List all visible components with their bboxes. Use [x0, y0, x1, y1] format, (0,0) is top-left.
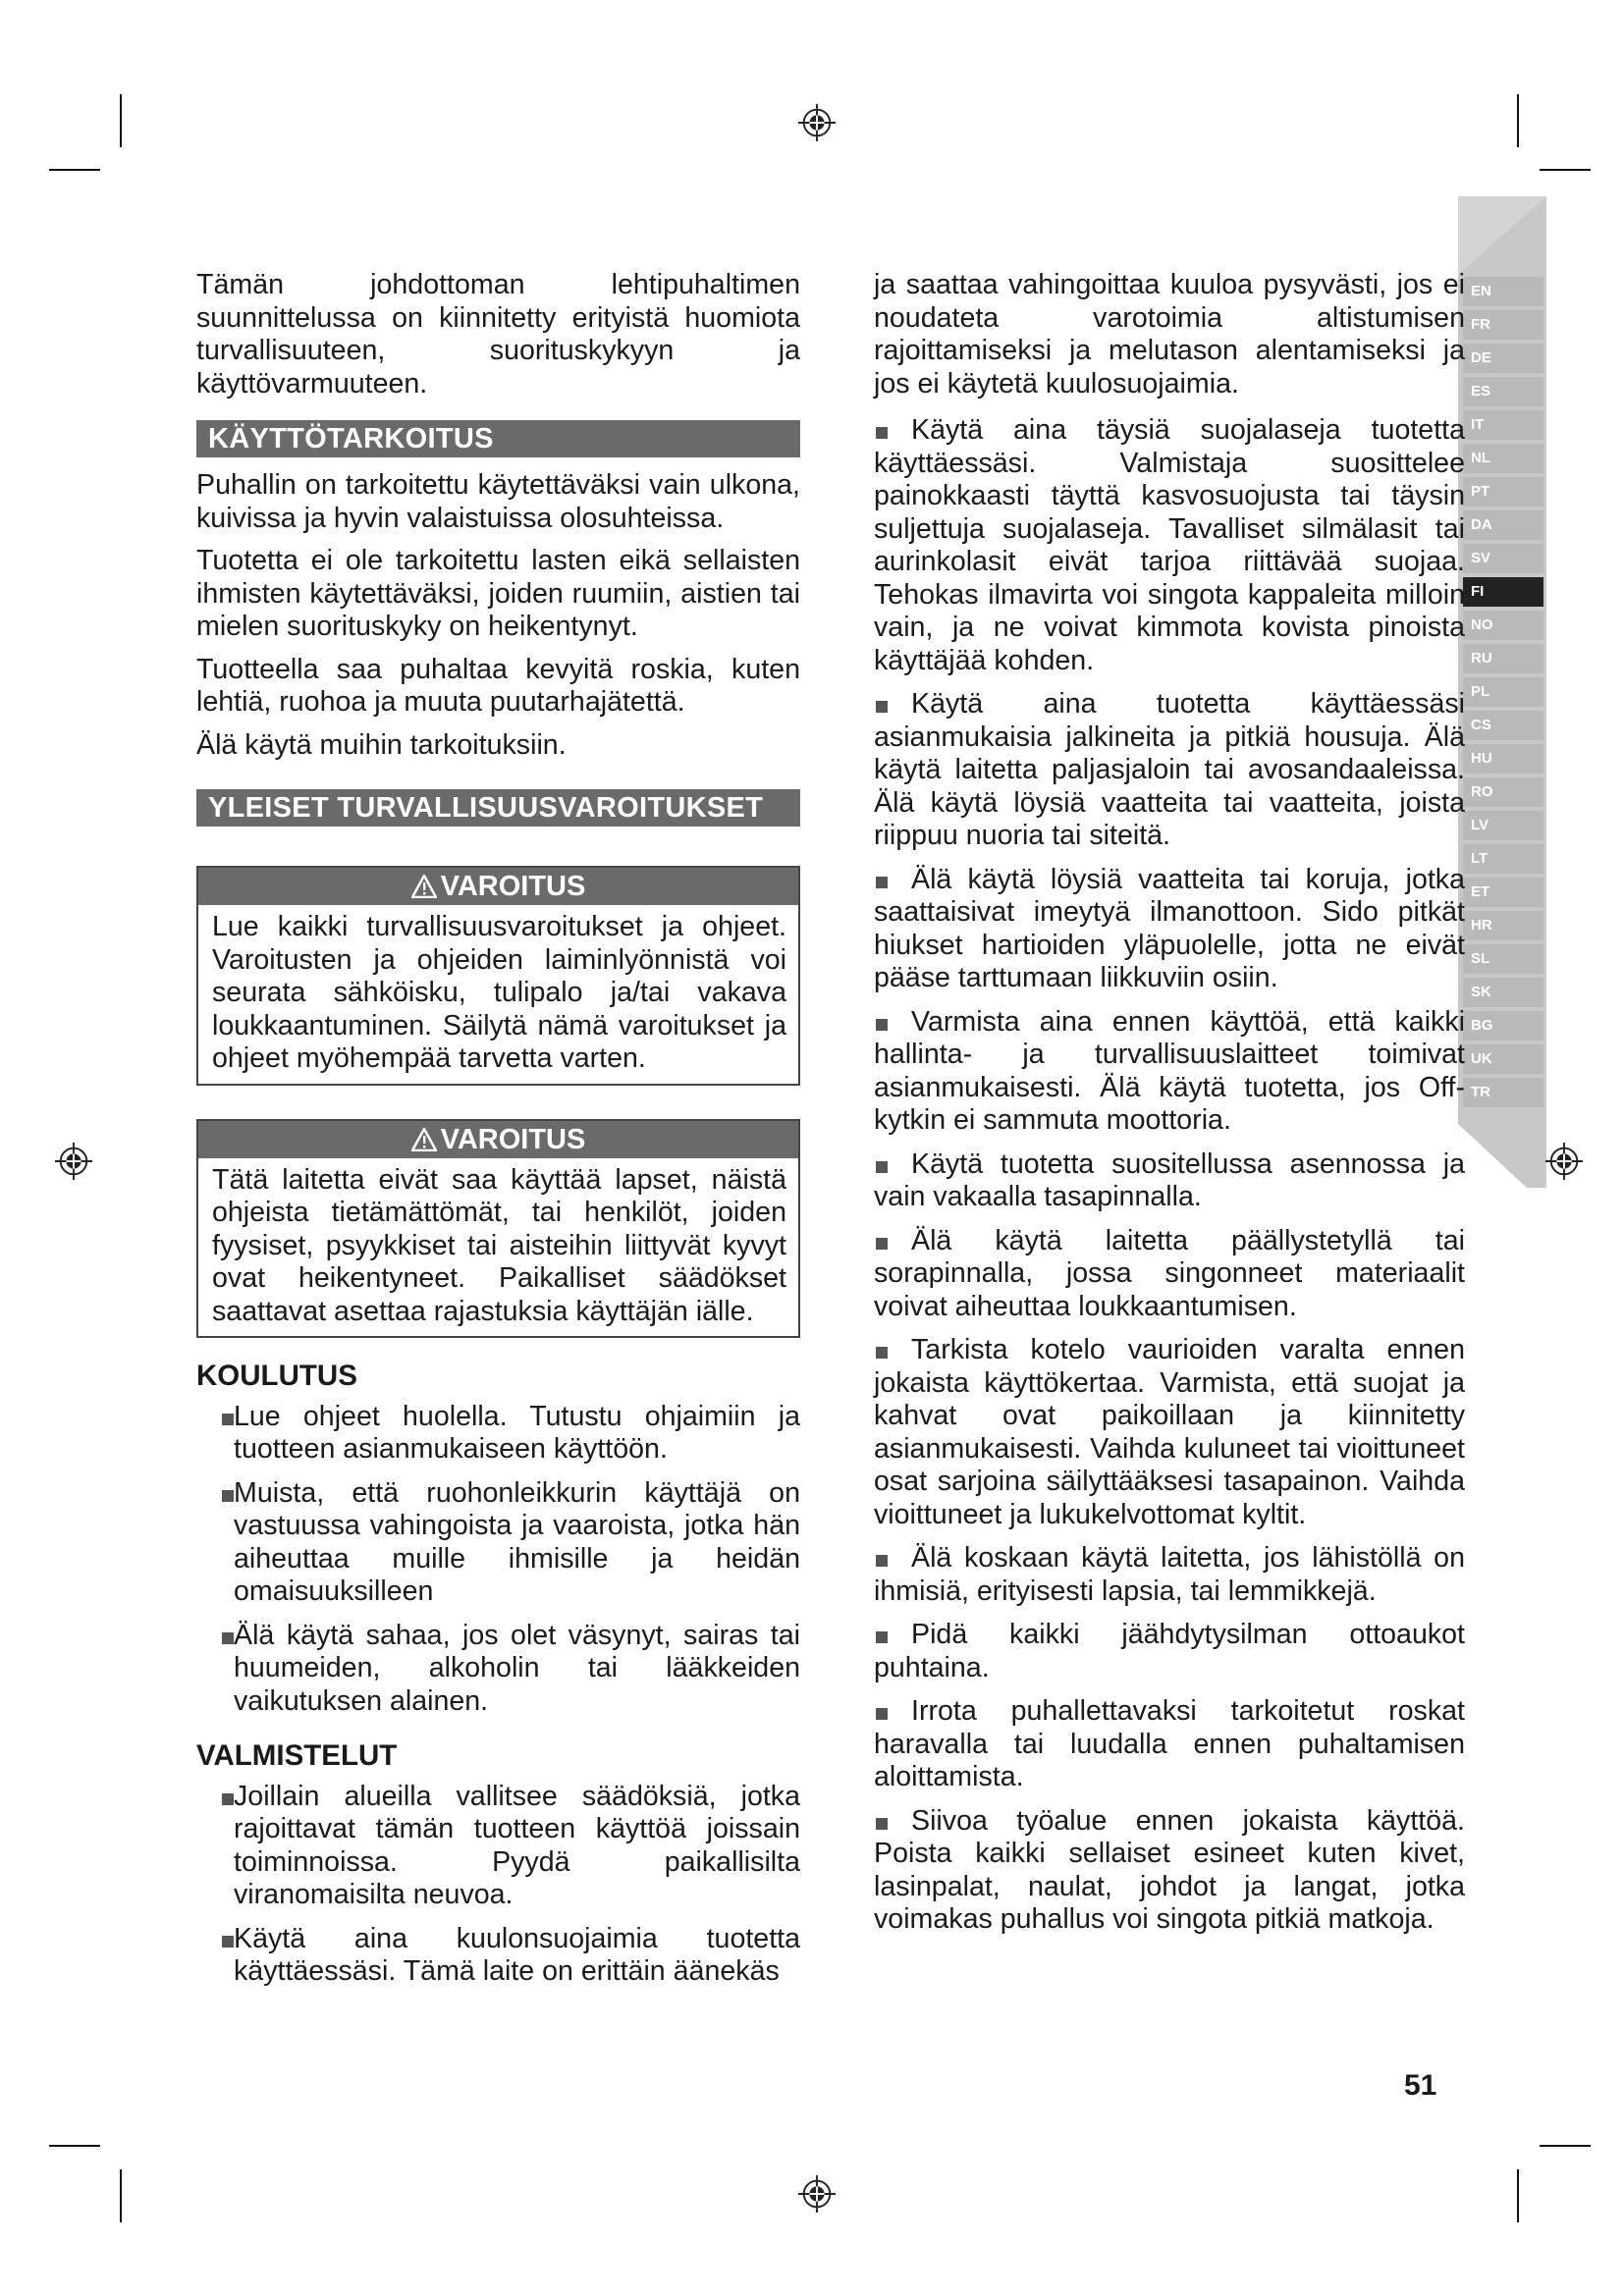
preparation-item-text: Joillain alueilla vallitsee säädöksiä, jotka rajoittavat tämän tuotteen käyttöä joissain toiminnoissa. Pyydä paikallisilta viranomaisilta neuvoa. [234, 1780, 800, 1910]
crop-mark-bottom-left-v [120, 2169, 122, 2222]
language-tab-it[interactable]: IT [1463, 410, 1543, 440]
warning-triangle-icon [411, 1128, 437, 1151]
safety-item-text: Tarkista kotelo vaurioiden varalta ennen jokaista käyttökertaa. Varmista, että suojat ja kahvat ovat paikoillaan ja kiinnitetty asianmukaisesti. Vaihda kuluneet tai vioittuneet osat sarjoina säilyttääksesi tasapainon. Vaihda vioittuneet ja lukukelvottomat kyltit. [874, 1334, 1465, 1530]
bullet-square-icon [222, 1936, 234, 1948]
warning-box-2-header [198, 1121, 798, 1158]
intended-use-paragraph-1: Puhallin on tarkoitettu käytettäväksi vain ulkona, kuivissa ja hyvin valaistuissa olosuhteissa. [196, 469, 800, 534]
safety-item-text: Irrota puhallettavaksi tarkoitetut roskat haravalla tai luudalla ennen puhaltamisen aloittamista. [874, 1695, 1465, 1792]
page-number: 51 [1404, 2069, 1437, 2102]
language-tab-hr[interactable]: HR [1463, 911, 1543, 940]
safety-item [874, 1006, 1465, 1138]
language-tab-uk[interactable]: UK [1463, 1044, 1543, 1074]
language-tab-lv[interactable]: LV [1463, 811, 1543, 840]
language-tab-ro[interactable]: RO [1463, 777, 1543, 807]
crop-mark-top-left-h [49, 169, 100, 171]
language-tab-da[interactable]: DA [1463, 510, 1543, 540]
safety-item [874, 864, 1465, 995]
crop-mark-bottom-right-h [1540, 2145, 1591, 2147]
safety-item-text: Varmista aina ennen käyttöä, että kaikki hallinta- ja turvallisuuslaitteet toimivat asianmukaisesti. Älä käytä tuotetta, jos Off-kytkin ei sammuta moottoria. [874, 1005, 1465, 1136]
bullet-square-icon [876, 1238, 888, 1250]
bullet-square-icon [222, 1414, 234, 1425]
registration-mark-top-icon [798, 104, 836, 141]
preparation-item [196, 1781, 800, 1912]
language-tab-ru[interactable]: RU [1463, 644, 1543, 673]
bullet-square-icon [876, 1347, 888, 1359]
bullet-square-icon [876, 1631, 888, 1643]
warning-box-1-title: VAROITUS [440, 871, 586, 902]
safety-item-text: Käytä aina tuotetta käyttäessäsi asianmukaisia jalkineita ja pitkiä housuja. Älä käytä laitetta paljasjaloin tai avosandaaleissa. Älä käytä löysiä vaatteita tai vaatteita, joista riippuu nuoria tai siteitä. [874, 688, 1465, 851]
language-tab-fi[interactable]: FI [1463, 577, 1543, 607]
training-item [196, 1477, 800, 1609]
language-tab-hu[interactable]: HU [1463, 744, 1543, 774]
safety-item [874, 1619, 1465, 1684]
training-list [196, 1401, 800, 1719]
language-tab-et[interactable]: ET [1463, 878, 1543, 907]
crop-mark-bottom-right-v [1517, 2169, 1519, 2222]
safety-item [874, 414, 1465, 677]
training-item-text: Lue ohjeet huolella. Tutustu ohjaimiin ja tuotteen asianmukaiseen käyttöön. [234, 1400, 800, 1465]
language-tab-nl[interactable]: NL [1463, 444, 1543, 473]
safety-item-text: Älä käytä laitetta päällystetyllä tai sorapinnalla, jossa singonneet materiaalit voivat aiheuttaa loukkaantumisen. [874, 1224, 1465, 1322]
registration-mark-right-icon [1545, 1143, 1583, 1180]
bullet-square-icon [222, 1632, 234, 1644]
language-tab-lt[interactable]: LT [1463, 844, 1543, 874]
safety-item [874, 1334, 1465, 1531]
warning-box-2 [196, 1119, 800, 1339]
left-column [196, 269, 800, 2000]
bullet-square-icon [222, 1793, 234, 1805]
bullet-square-icon [876, 427, 888, 439]
language-tab-de[interactable]: DE [1463, 344, 1543, 373]
preparation-heading: VALMISTELUT [196, 1739, 398, 1772]
warning-triangle-icon [411, 875, 437, 898]
training-item-text: Muista, että ruohonleikkurin käyttäjä on vastuussa vahingoista ja vaaroista, jotka hän aiheuttaa muille ihmisille ja heidän omaisuuksilleen [234, 1476, 800, 1607]
intro-paragraph: Tämän johdottoman lehtipuhaltimen suunnittelussa on kiinnitetty erityistä huomiota turvallisuuteen, suorituskykyyn ja käyttövarmuuteen. [196, 269, 800, 400]
safety-item [874, 688, 1465, 853]
safety-item-text: Käytä aina täysiä suojalaseja tuotetta käyttäessäsi. Valmistaja suosittelee painokkaasti täyttä kasvosuojusta tai täysin suljettuja suojalaseja. Tavalliset silmälasit tai aurinkolasit eivät tarjoa riittävää suojaa. Tehokas ilmavirta voi singota kappaleita milloin vain, ja ne voivat kimmota kovista pinoista käyttäjää kohden. [874, 414, 1465, 676]
right-column [874, 269, 1465, 1948]
crop-mark-top-left-v [120, 94, 122, 147]
safety-item [874, 1148, 1465, 1214]
training-heading: KOULUTUS [196, 1360, 357, 1392]
registration-mark-bottom-icon [798, 2175, 836, 2213]
training-item [196, 1401, 800, 1467]
language-tab-sv[interactable]: SV [1463, 544, 1543, 573]
language-tab-es[interactable]: ES [1463, 377, 1543, 406]
language-tab-no[interactable]: NO [1463, 611, 1543, 640]
training-item-text: Älä käytä sahaa, jos olet väsynyt, sairas tai huumeiden, alkoholin tai lääkkeiden vaikutuksen alainen. [234, 1619, 800, 1717]
language-tab-fr[interactable]: FR [1463, 310, 1543, 340]
bullet-square-icon [876, 701, 888, 713]
section-title-intended-use: KÄYTTÖTARKOITUS [196, 420, 800, 457]
safety-item [874, 1542, 1465, 1608]
language-tab-pl[interactable]: PL [1463, 677, 1543, 707]
section-title-safety-warnings: YLEISET TURVALLISUUSVAROITUKSET [196, 789, 800, 827]
warning-box-2-title: VAROITUS [440, 1123, 586, 1155]
warning-box-1-header [198, 868, 798, 905]
safety-item [874, 1225, 1465, 1324]
bullet-square-icon [222, 1490, 234, 1502]
language-tab-sl[interactable]: SL [1463, 944, 1543, 974]
language-tabs [1463, 277, 1543, 1111]
training-item [196, 1620, 800, 1719]
registration-mark-left-icon [55, 1143, 92, 1180]
bullet-square-icon [876, 877, 888, 888]
bullet-square-icon [876, 1555, 888, 1567]
language-tab-tr[interactable]: TR [1463, 1078, 1543, 1107]
crop-mark-top-right-h [1540, 169, 1591, 171]
intended-use-paragraph-4: Älä käytä muihin tarkoituksiin. [196, 728, 567, 761]
safety-item-text: Älä käytä löysiä vaatteita tai koruja, jotka saattaisivat imeytyä ilmanottoon. Sido pitkät hiukset hartioiden yläpuolelle, jotta ne eivät pääse tarttumaan liikkuviin osiin. [874, 863, 1465, 993]
safety-item [874, 1805, 1465, 1937]
preparation-item [196, 1923, 800, 1989]
bullet-square-icon [876, 1161, 888, 1173]
safety-item-text: Pidä kaikki jäähdytysilman ottoaukot puhtaina. [874, 1619, 1465, 1683]
continuation-paragraph: ja saattaa vahingoittaa kuuloa pysyvästi, jos ei noudateta varotoimia altistumisen rajoittamiseksi ja melutason alentamiseksi ja jos ei käytetä kuulosuojaimia. [874, 269, 1465, 400]
bullet-square-icon [876, 1019, 888, 1031]
crop-mark-bottom-left-h [49, 2145, 100, 2147]
warning-box-1 [196, 866, 800, 1086]
right-safety-list [874, 414, 1465, 1937]
safety-item-text: Siivoa työalue ennen jokaista käyttöä. Poista kaikki sellaiset esineet kuten kivet, lasinpalat, naulat, johdot ja langat, jotka voimakas puhallus voi singota pitkiä matkoja. [874, 1804, 1465, 1935]
language-tab-cs[interactable]: CS [1463, 711, 1543, 740]
warning-box-2-text: Tätä laitetta eivät saa käyttää lapset, näistä ohjeista tietämättömät, tai henkilöt, joiden fyysiset, psyykkiset tai aisteihin liittyvät kyvyt ovat heikentyneet. Paikalliset säädökset saattavat asettaa rajastuksia käyttäjän iälle. [212, 1163, 786, 1327]
safety-item-text: Älä koskaan käytä laitetta, jos lähistöllä on ihmisiä, erityisesti lapsia, tai lemmikkejä. [874, 1542, 1465, 1607]
warning-box-1-text: Lue kaikki turvallisuusvaroitukset ja ohjeet. Varoitusten ja ohjeiden laiminlyönnistä voi seurata sähköisku, tulipalo ja/tai vakava loukkaantuminen. Säilytä nämä varoitukset ja ohjeet myöhempää tarvetta varten. [212, 911, 786, 1074]
safety-item-text: Käytä tuotetta suositellussa asennossa ja vain vakaalla tasapinnalla. [874, 1148, 1465, 1212]
safety-item [874, 1695, 1465, 1794]
language-tab-en[interactable]: EN [1463, 277, 1543, 306]
language-tab-pt[interactable]: PT [1463, 477, 1543, 507]
intended-use-paragraph-3: Tuotteella saa puhaltaa kevyitä roskia, kuten lehtiä, ruohoa ja muuta puutarhajätettä. [196, 653, 800, 718]
language-tab-bg[interactable]: BG [1463, 1011, 1543, 1041]
crop-mark-top-right-v [1517, 94, 1519, 147]
intended-use-paragraph-2: Tuotetta ei ole tarkoitettu lasten eikä sellaisten ihmisten käytettäväksi, joiden ruumiin, aistien tai mielen suorituskyky on heikentynyt. [196, 545, 800, 642]
bullet-square-icon [876, 1708, 888, 1720]
preparation-list [196, 1781, 800, 1989]
bullet-square-icon [876, 1818, 888, 1830]
language-tab-sk[interactable]: SK [1463, 978, 1543, 1007]
preparation-item-text: Käytä aina kuulonsuojaimia tuotetta käyttäessäsi. Tämä laite on erittäin äänekäs [234, 1922, 800, 1987]
